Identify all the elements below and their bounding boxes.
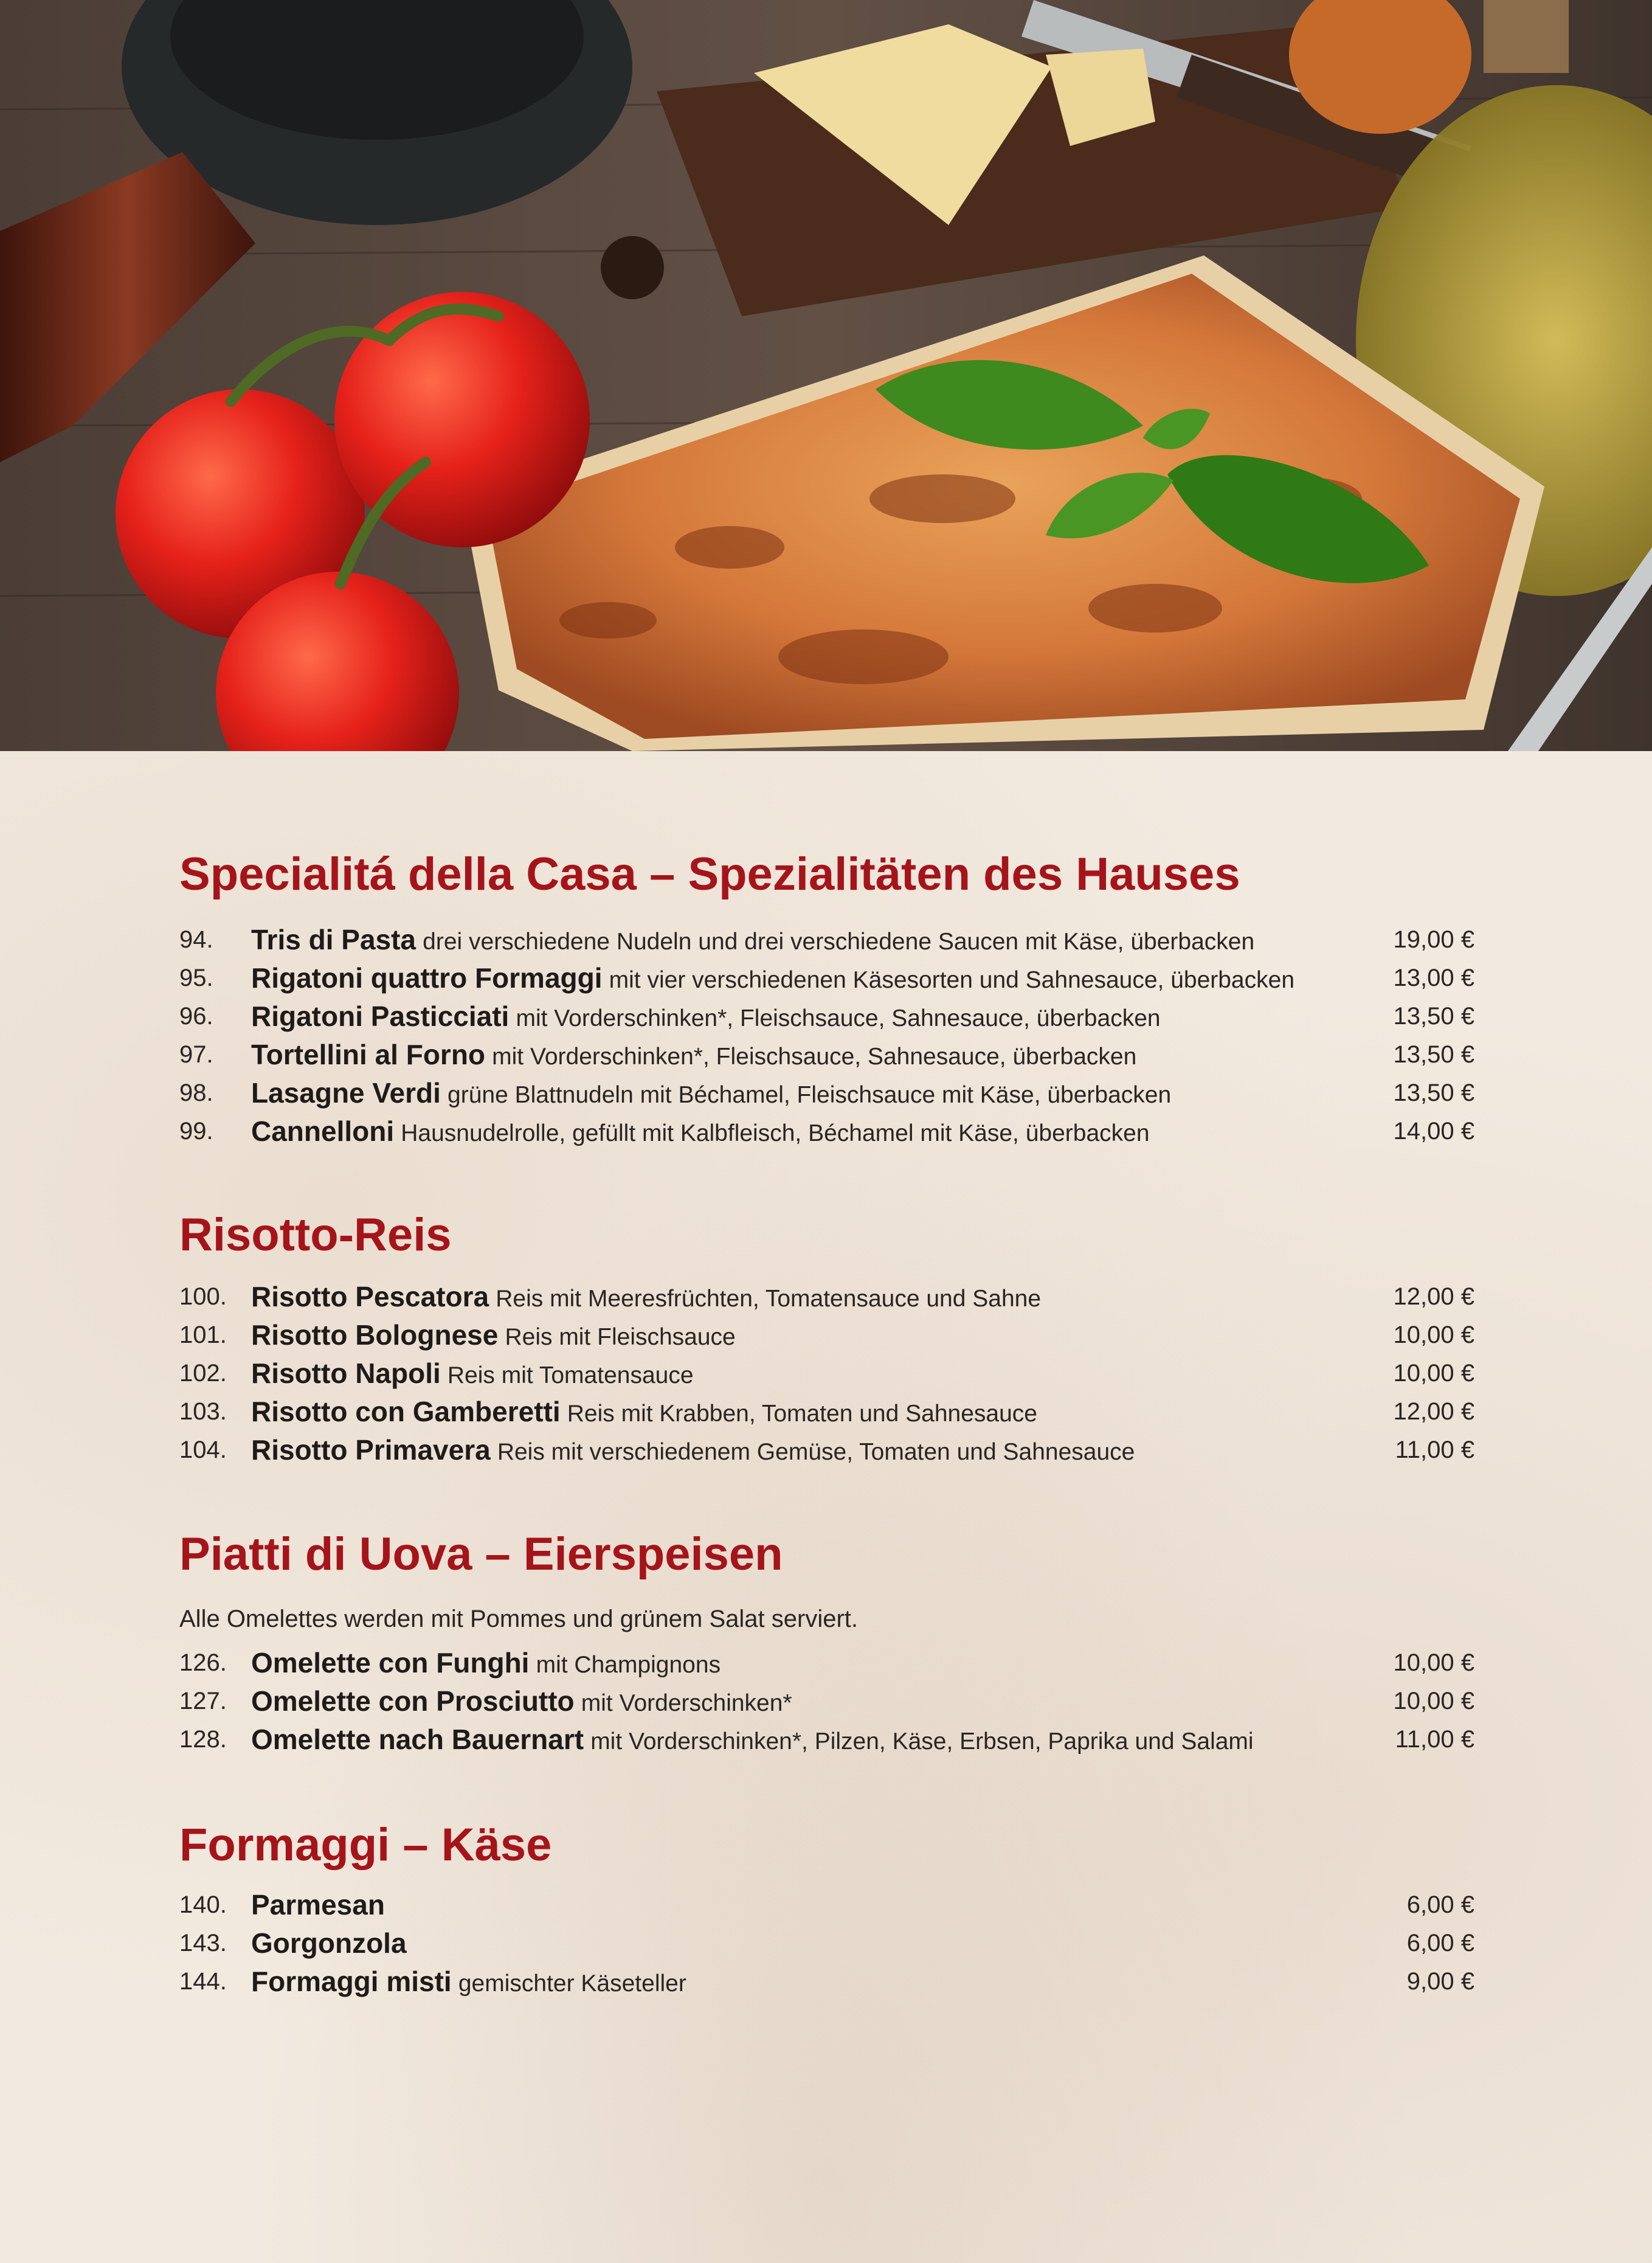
item-price: 13,50 €	[1393, 1080, 1474, 1106]
item-number: 100.	[179, 1283, 227, 1310]
menu-item	[179, 1924, 1474, 1962]
item-price: 13,00 €	[1393, 965, 1474, 991]
menu-item	[179, 1393, 1474, 1430]
item-description	[251, 1316, 736, 1356]
item-name: Tortellini al Forno	[251, 1039, 486, 1070]
menu-item	[179, 1112, 1474, 1150]
item-price: 10,00 €	[1393, 1649, 1474, 1676]
section-title-risotto: Risotto-Reis	[179, 1209, 452, 1261]
item-price: 11,00 €	[1395, 1436, 1474, 1463]
item-description	[251, 921, 1254, 961]
item-price: 10,00 €	[1393, 1360, 1474, 1387]
item-number: 101.	[179, 1322, 227, 1348]
item-detail: grüne Blattnudeln mit Béchamel, Fleischsauce mit Käse, überbacken	[448, 1082, 1172, 1108]
item-detail: drei verschiedene Nudeln und drei verschiedene Saucen mit Käse, überbacken	[423, 929, 1255, 955]
item-detail: Reis mit Krabben, Tomaten und Sahnesauce	[567, 1401, 1037, 1427]
item-number: 128.	[179, 1726, 227, 1753]
menu-item	[179, 1963, 1474, 2000]
item-number: 144.	[179, 1968, 227, 1995]
item-detail: Hausnudelrolle, gefüllt mit Kalbfleisch, Béchamel mit Käse, überbacken	[401, 1120, 1150, 1146]
item-detail: Reis mit verschiedenem Gemüse, Tomaten und Sahnesauce	[497, 1439, 1135, 1465]
item-price: 13,50 €	[1393, 1041, 1474, 1068]
item-name: Omelette con Funghi	[251, 1647, 530, 1679]
item-number: 127.	[179, 1688, 227, 1714]
item-name: Rigatoni Pasticciati	[251, 1000, 510, 1032]
item-detail: mit Champignons	[536, 1652, 721, 1678]
item-description	[251, 1963, 686, 2003]
menu-item	[179, 1278, 1474, 1315]
item-name: Tris di Pasta	[251, 924, 416, 955]
item-detail: mit Vorderschinken*, Fleischsauce, Sahnesauce, überbacken	[516, 1005, 1161, 1031]
item-name: Omelette nach Bauernart	[251, 1724, 584, 1755]
item-price: 14,00 €	[1393, 1118, 1474, 1145]
item-number: 143.	[179, 1930, 227, 1956]
item-number: 98.	[179, 1080, 213, 1106]
menu-item	[179, 1644, 1474, 1682]
item-name: Risotto Bolognese	[251, 1319, 499, 1351]
item-number: 97.	[179, 1041, 213, 1068]
item-detail: Reis mit Meeresfrüchten, Tomatensauce und Sahne	[496, 1286, 1042, 1312]
menu-item	[179, 921, 1474, 958]
item-name: Omelette con Prosciutto	[251, 1685, 575, 1717]
menu-item	[179, 1354, 1474, 1392]
item-description	[251, 1682, 792, 1722]
section-title-uova: Piatti di Uova – Eierspeisen	[179, 1528, 783, 1580]
item-name: Cannelloni	[251, 1115, 395, 1147]
item-description	[251, 1721, 1254, 1761]
item-name: Risotto con Gamberetti	[251, 1396, 561, 1427]
menu-item	[179, 997, 1474, 1035]
item-price: 6,00 €	[1406, 1930, 1474, 1956]
item-description	[251, 1036, 1136, 1076]
item-number: 99.	[179, 1118, 213, 1145]
item-detail: mit Vorderschinken*, Pilzen, Käse, Erbsen, Paprika und Salami	[590, 1728, 1254, 1755]
item-description	[251, 1644, 721, 1684]
item-number: 96.	[179, 1003, 213, 1030]
item-detail: mit vier verschiedenen Käsesorten und Sahnesauce, überbacken	[609, 967, 1295, 993]
item-number: 126.	[179, 1649, 227, 1676]
item-number: 95.	[179, 965, 213, 991]
item-description	[251, 1924, 407, 1964]
menu-item	[179, 1721, 1474, 1758]
item-price: 19,00 €	[1393, 926, 1474, 953]
item-name: Risotto Primavera	[251, 1434, 491, 1466]
item-number: 102.	[179, 1360, 227, 1387]
item-detail: Reis mit Tomatensauce	[447, 1362, 694, 1388]
section-title-specialita: Specialitá della Casa – Spezialitäten des Hauses	[179, 848, 1240, 900]
item-detail: mit Vorderschinken*	[581, 1690, 792, 1716]
item-name: Gorgonzola	[251, 1927, 407, 1959]
menu-item	[179, 1682, 1474, 1720]
item-description	[251, 1278, 1041, 1318]
item-description	[251, 1112, 1150, 1152]
item-description	[251, 1354, 694, 1395]
item-number: 104.	[179, 1436, 227, 1463]
menu-item	[179, 1316, 1474, 1354]
item-price: 12,00 €	[1393, 1283, 1474, 1310]
item-price: 11,00 €	[1395, 1726, 1474, 1753]
menu-item	[179, 959, 1474, 997]
item-description	[251, 1074, 1171, 1114]
item-name: Parmesan	[251, 1889, 385, 1921]
menu-item	[179, 1431, 1474, 1469]
item-number: 140.	[179, 1891, 227, 1918]
item-price: 9,00 €	[1406, 1968, 1474, 1995]
item-number: 103.	[179, 1398, 227, 1425]
item-name: Lasagne Verdi	[251, 1077, 441, 1109]
item-description	[251, 1886, 385, 1926]
item-name: Risotto Pescatora	[251, 1281, 489, 1312]
menu-item	[179, 1036, 1474, 1073]
menu-item	[179, 1074, 1474, 1112]
item-price: 10,00 €	[1393, 1688, 1474, 1714]
item-description	[251, 1431, 1135, 1471]
item-detail: mit Vorderschinken*, Fleischsauce, Sahnesauce, überbacken	[492, 1044, 1137, 1070]
item-detail: gemischter Käseteller	[458, 1970, 686, 1997]
item-price: 13,50 €	[1393, 1003, 1474, 1030]
section-note: Alle Omelettes werden mit Pommes und grünem Salat serviert.	[179, 1606, 858, 1632]
item-description	[251, 997, 1161, 1038]
header-food-photo	[0, 0, 1652, 751]
section-title-formaggi: Formaggi – Käse	[179, 1819, 552, 1871]
item-name: Risotto Napoli	[251, 1357, 441, 1389]
item-description	[251, 1393, 1037, 1433]
menu-item	[179, 1886, 1474, 1924]
item-description	[251, 959, 1294, 999]
item-price: 10,00 €	[1393, 1322, 1474, 1348]
item-name: Formaggi misti	[251, 1966, 452, 1997]
item-name: Rigatoni quattro Formaggi	[251, 962, 603, 994]
item-number: 94.	[179, 926, 213, 953]
item-detail: Reis mit Fleischsauce	[505, 1324, 736, 1350]
item-price: 12,00 €	[1393, 1398, 1474, 1425]
item-price: 6,00 €	[1406, 1891, 1474, 1918]
